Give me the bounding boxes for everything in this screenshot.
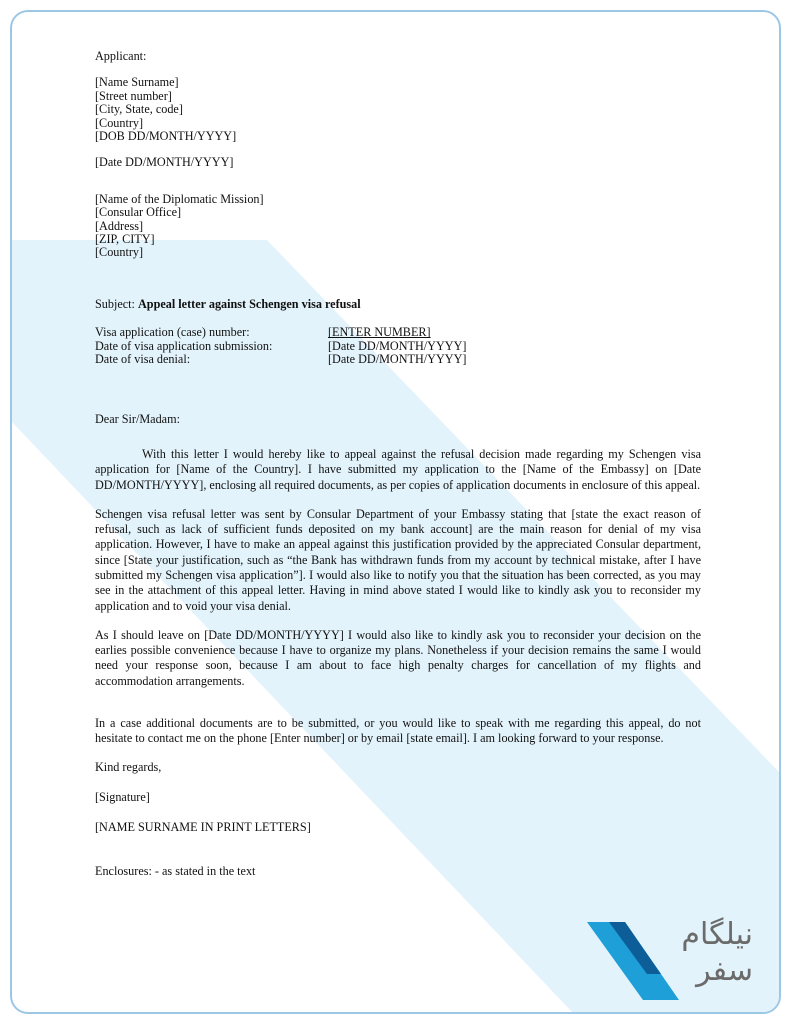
letter-date: [Date DD/MONTH/YYYY] [95, 155, 234, 170]
closing: Kind regards, [95, 759, 162, 774]
subject-line [95, 298, 701, 311]
case-fields [95, 326, 701, 366]
submission-date-value: [Date DD/MONTH/YYYY] [328, 338, 467, 353]
applicant-block [95, 50, 701, 170]
recipient-block [95, 193, 701, 260]
letter-document [95, 50, 701, 878]
subject-label: Subject: [95, 296, 135, 311]
case-number-label: Visa application (case) number: [95, 325, 250, 340]
recipient-address: [Address] [95, 218, 144, 233]
applicant-city: [City, State, code] [95, 102, 183, 117]
paragraph-2: Schengen visa refusal letter was sent by Consular Department of your Embassy stating that [state the exact reason of refusal, such as lack of sufficient funds deposited on my bank account] are the main reason for denial of my visa application. However, I have to make an appeal against this justification provided by the appreciated Consular department, since [State your justification, such as “the Bank has withdrawn funds from my account by technical mistake, after I have submitted my Schengen visa application”]. I would also like to notify you that the situation has been corrected, as you may see in the attachment of this appeal letter. Having in mind above stated I would like to kindly ask you to reconsider my application and to void your visa denial. [95, 506, 701, 613]
signature: [Signature] [95, 790, 150, 805]
enclosures: Enclosures: - as stated in the text [95, 863, 256, 878]
applicant-country: [Country] [95, 115, 144, 130]
recipient-mission: [Name of the Diplomatic Mission] [95, 191, 264, 206]
logo-text-line1: نیلگام [681, 917, 753, 952]
page-frame [10, 10, 781, 1014]
applicant-heading: Applicant: [95, 49, 147, 63]
case-number-value: [ENTER NUMBER] [328, 325, 431, 340]
logo-text-line2: سفر [696, 953, 753, 988]
paragraph-1: With this letter I would hereby like to appeal against the refusal decision made regarding my Schengen visa application for [Name of the Country]. I have submitted my application to the [Name of the Embassy] on [Date DD/MONTH/YYYY], enclosing all required documents, as per copies of application documents in enclosure of this appeal. [95, 446, 701, 492]
applicant-street: [Street number] [95, 88, 172, 103]
applicant-dob: [DOB DD/MONTH/YYYY] [95, 129, 237, 144]
brand-logo [587, 914, 767, 1000]
salutation: Dear Sir/Madam: [95, 411, 180, 426]
recipient-country: [Country] [95, 245, 144, 260]
recipient-zip-city: [ZIP, CITY] [95, 232, 155, 247]
applicant-name: [Name Surname] [95, 75, 179, 90]
subject-text: Appeal letter against Schengen visa refusal [138, 296, 361, 311]
submission-date-label: Date of visa application submission: [95, 338, 273, 353]
recipient-office: [Consular Office] [95, 205, 182, 220]
paragraph-3: As I should leave on [Date DD/MONTH/YYYY] I would also like to kindly ask you to reconsider your decision on the earlies possible convenience because I have to organize my plans. Nonetheless if your decision remains the same I would need your response soon, because I am about to face high penalty charges for cancellation of my flights and accommodation arrangements. [95, 627, 701, 688]
paragraph-4: In a case additional documents are to be submitted, or you would like to speak with me regarding this appeal, do not hesitate to contact me on the phone [Enter number] or by email [state email]. I am looking forward to your response. [95, 716, 701, 746]
denial-date-label: Date of visa denial: [95, 352, 191, 367]
denial-date-value: [Date DD/MONTH/YYYY] [328, 352, 467, 367]
printed-name: [NAME SURNAME IN PRINT LETTERS] [95, 820, 311, 835]
